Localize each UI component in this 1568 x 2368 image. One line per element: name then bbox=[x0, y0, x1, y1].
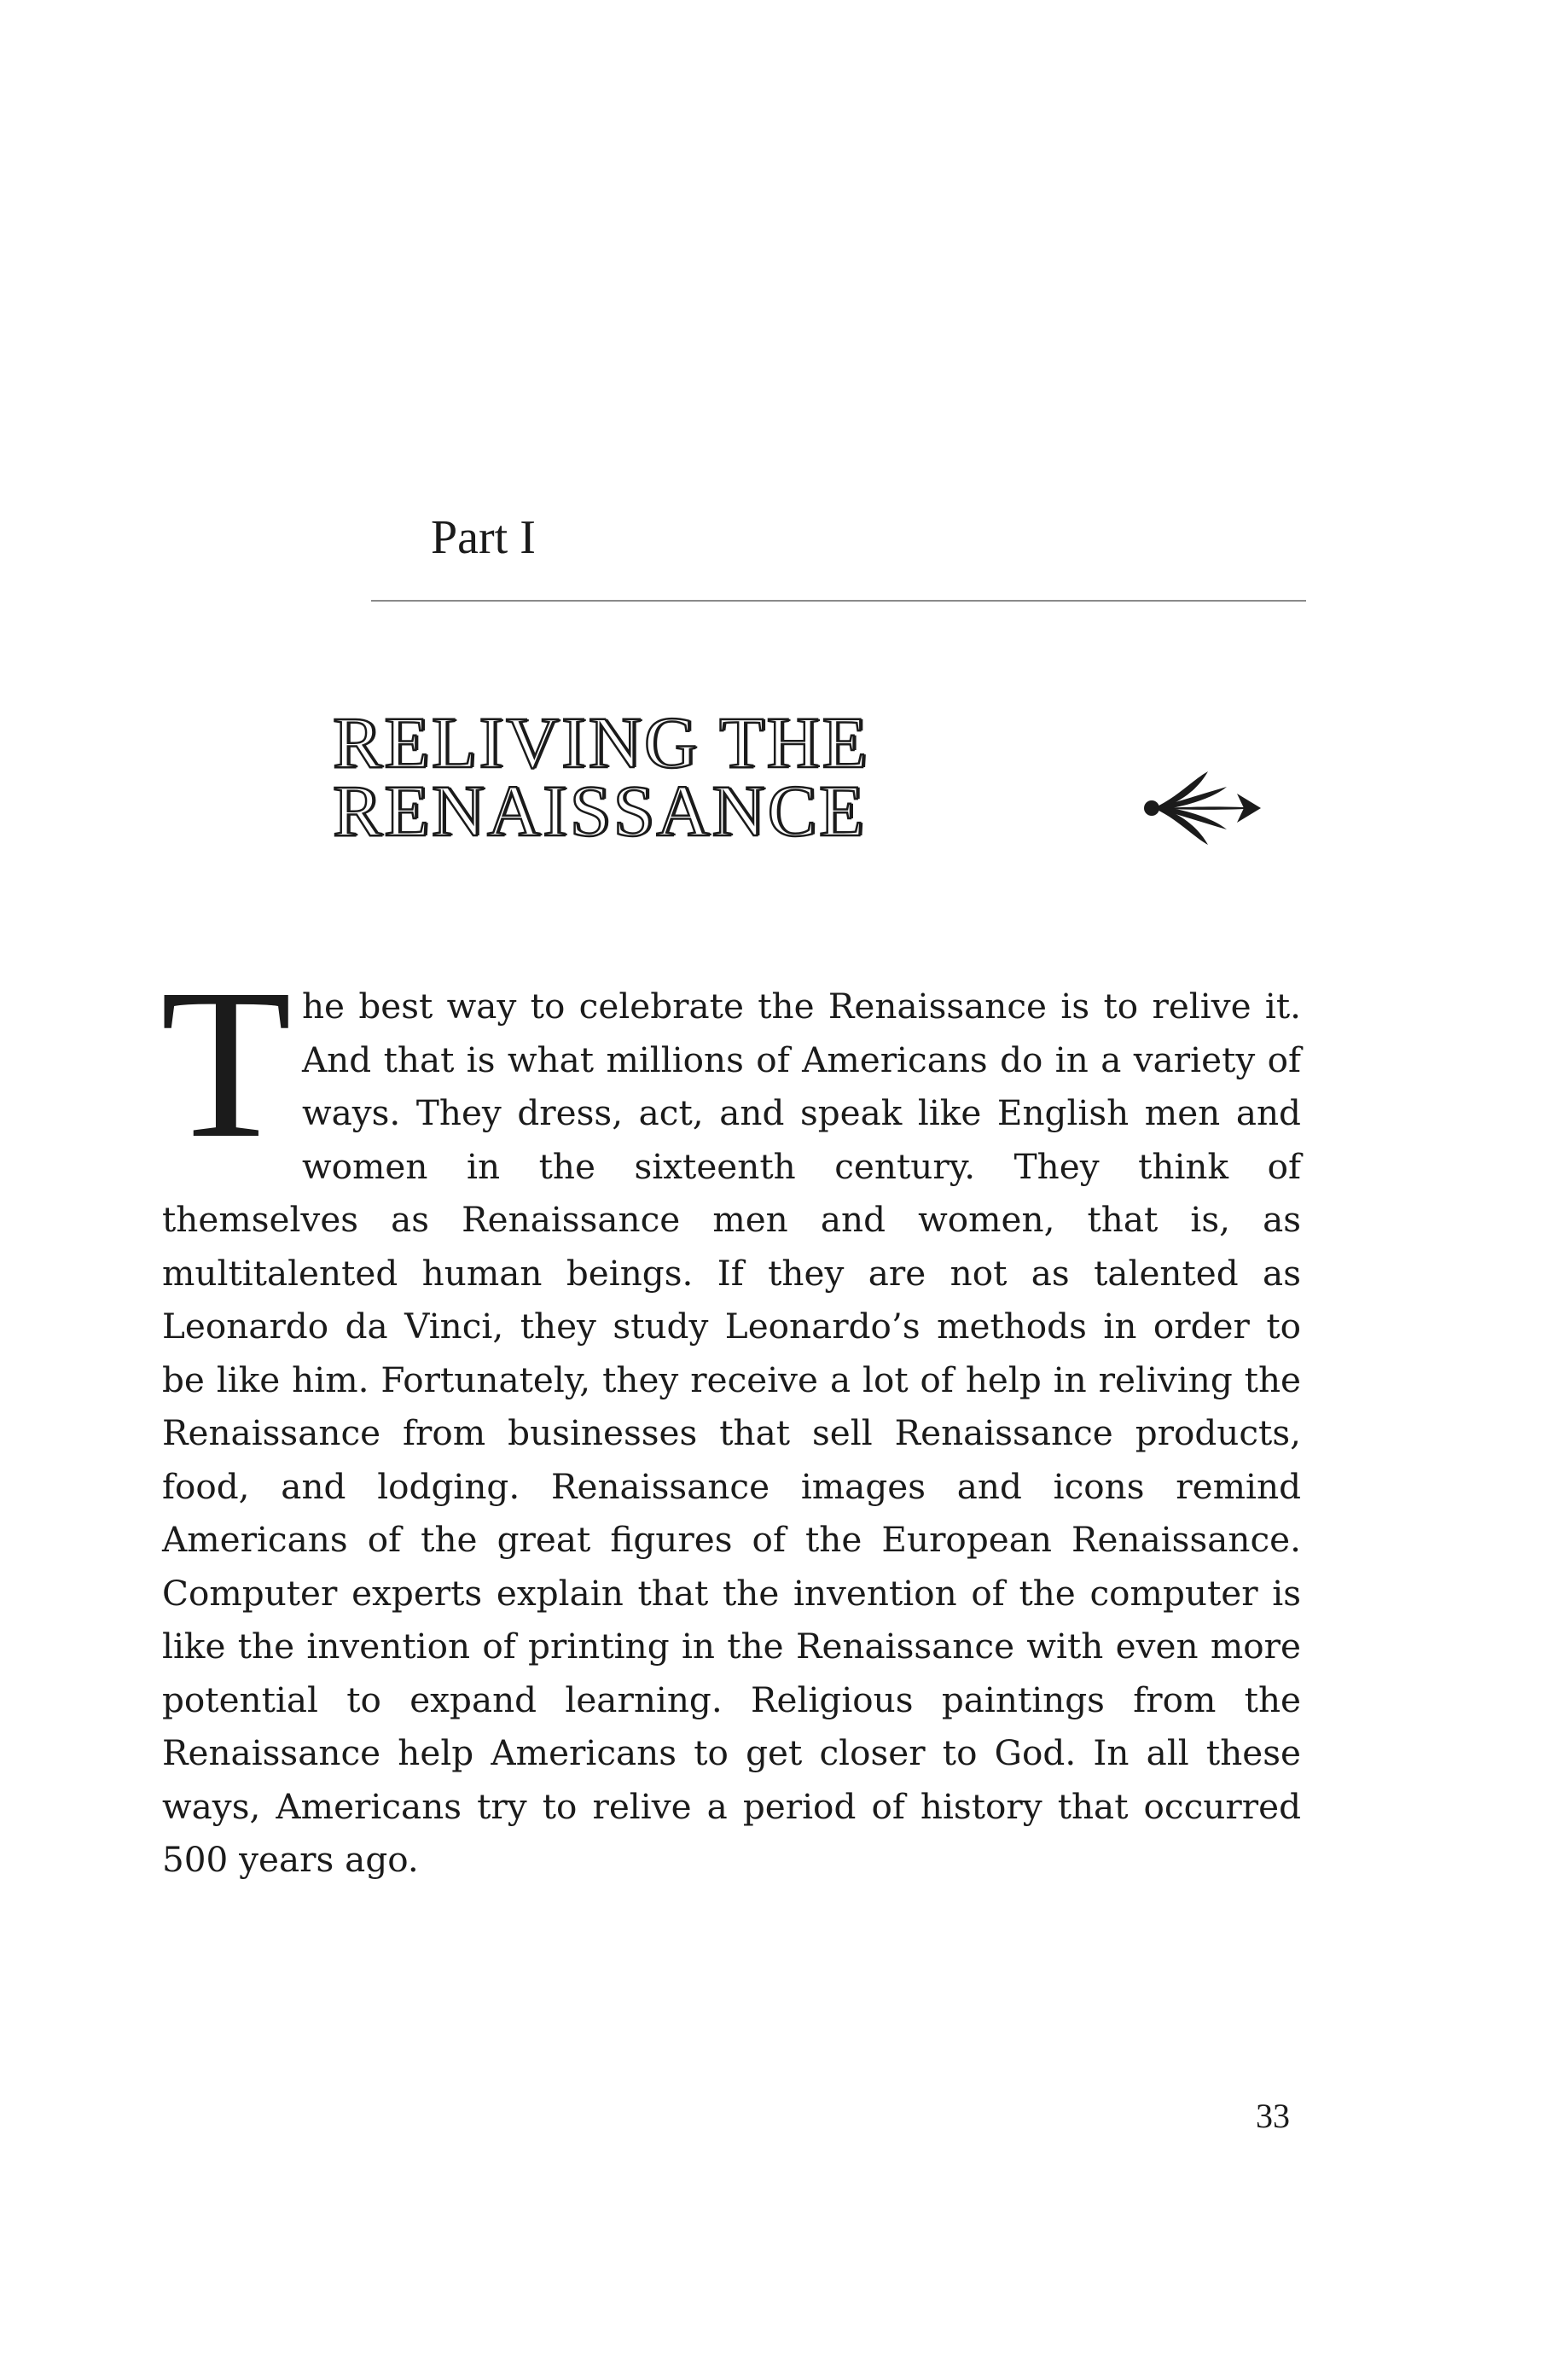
part-label: Part I bbox=[431, 511, 536, 564]
body-paragraph bbox=[160, 944, 1301, 1887]
chapter-title-line-2: RENAISSANCE bbox=[333, 770, 867, 852]
drop-cap: T bbox=[160, 944, 292, 1183]
header-rule bbox=[371, 600, 1306, 602]
fleuron-ornament-icon bbox=[1141, 768, 1269, 849]
page-number: 33 bbox=[1256, 2097, 1290, 2135]
chapter-title bbox=[333, 701, 981, 852]
chapter-title-line-1: RELIVING THE bbox=[333, 701, 870, 783]
body-paragraph-text: he best way to celebrate the Renaissance is to relive it. And that is what millions of Americans do in a variety of ways. They dress, act, and speak like English men and women in the sixteenth century. They think of themselves as Renaissance men and women, that is, as multitalented human beings. If they are not as talented as Leonardo da Vinci, they study Leonardo’s methods in order to be like him. Fortunately, they receive a lot of help in reliving the Renaissance from businesses that sell Renaissance products, food, and lodging. Renaissance images and icons remind Americans of the great figures of the European Renaissance. Computer experts explain that the invention of the computer is like the invention of printing in the Renaissance with even more potential to expand learning. Religious paintings from the Renaissance help Americans to get closer to God. In all these ways, Americans try to relive a period of history that occurred 500 years ago. bbox=[162, 986, 1301, 1880]
